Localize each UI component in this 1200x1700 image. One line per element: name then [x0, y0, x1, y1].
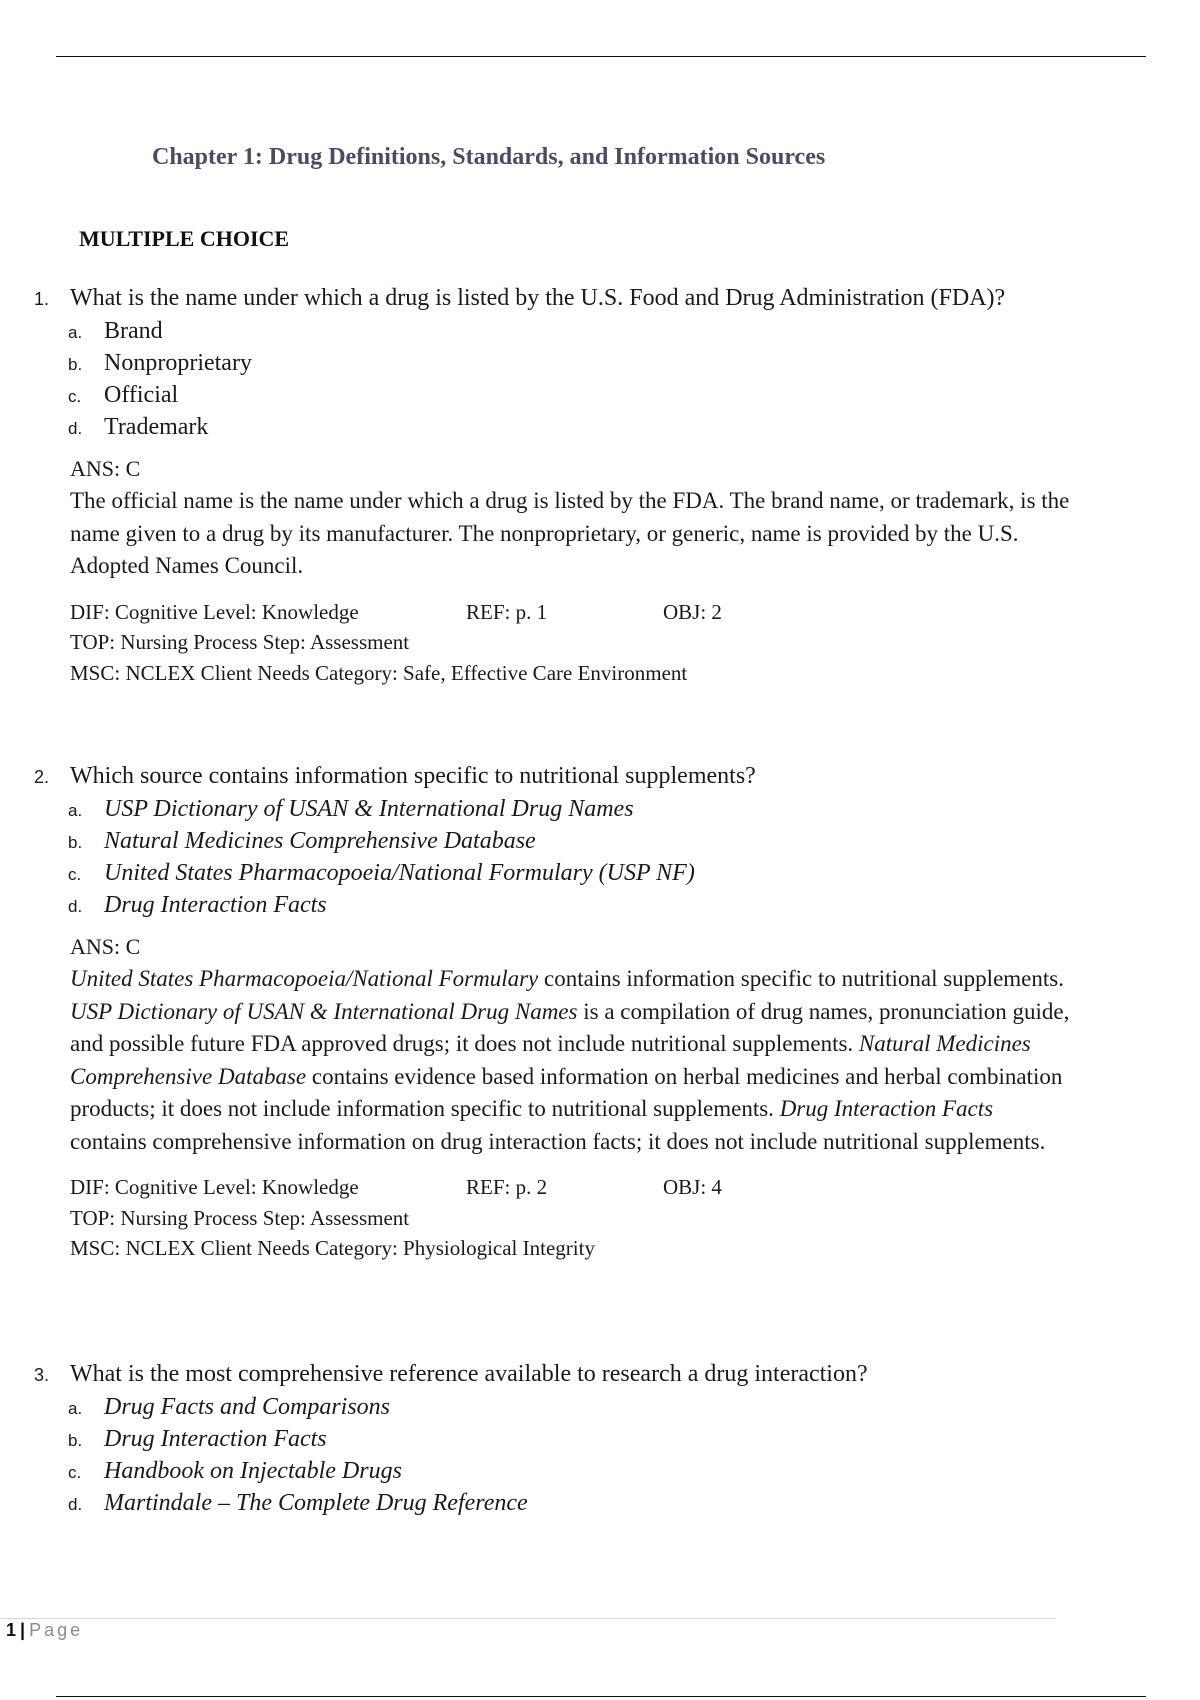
option-c — [68, 379, 1064, 411]
option-d — [68, 1487, 1064, 1519]
bottom-rule — [56, 1696, 1146, 1697]
option-label: c. — [68, 387, 82, 406]
option-label: c. — [68, 865, 82, 884]
option-d — [68, 889, 1064, 921]
rationale — [34, 963, 1070, 1158]
rationale-source-title: Natural Medicines Comprehensive Database — [70, 1031, 1031, 1089]
objective: OBJ: 4 — [663, 1175, 722, 1199]
option-a — [68, 793, 1064, 825]
question-text: Which source contains information specific to nutritional supplements? — [70, 763, 756, 789]
client-needs-category: MSC: NCLEX Client Needs Category: Safe, Effective Care Environment — [70, 660, 688, 685]
option-text: Trademark — [104, 414, 209, 440]
option-list — [34, 315, 1064, 443]
option-text: USP Dictionary of USAN & International Drug Names — [104, 796, 634, 822]
option-text: United States Pharmacopoeia/National Formulary (USP NF) — [104, 860, 695, 886]
option-label: a. — [68, 323, 83, 342]
question-metadata — [34, 1172, 1064, 1264]
option-text: Handbook on Injectable Drugs — [104, 1458, 402, 1484]
option-list — [34, 1391, 1064, 1519]
option-text: Nonproprietary — [104, 350, 252, 376]
option-text: Martindale – The Complete Drug Reference — [104, 1490, 528, 1516]
option-text: Official — [104, 382, 179, 408]
option-d — [68, 411, 1064, 443]
option-label: a. — [68, 1399, 83, 1418]
chapter-title: Chapter 1: Drug Definitions, Standards, and Information Sources — [152, 144, 826, 170]
rationale-text: contains evidence based information on herbal medicines and herbal combination products; it does not include information specific to nutritional supplements. — [70, 1063, 1063, 1121]
top-rule — [56, 56, 1146, 57]
answer-key: ANS: C — [70, 456, 141, 481]
question-1 — [34, 282, 1070, 688]
option-label: c. — [68, 1463, 82, 1482]
reference: REF: p. 2 — [466, 1175, 548, 1199]
option-c — [68, 1455, 1064, 1487]
page-label: Page — [29, 1620, 84, 1640]
question-number: 3. — [34, 1365, 50, 1385]
option-label: b. — [68, 355, 83, 374]
question-number: 2. — [34, 767, 50, 787]
option-label: d. — [68, 897, 83, 916]
question-stem — [34, 282, 1064, 315]
option-text: Natural Medicines Comprehensive Database — [104, 828, 536, 854]
difficulty: DIF: Cognitive Level: Knowledge — [70, 599, 359, 624]
section-title: MULTIPLE CHOICE — [79, 226, 290, 251]
option-label: a. — [68, 801, 83, 820]
option-b — [68, 1423, 1064, 1455]
option-b — [68, 347, 1064, 379]
footer-separator: | — [20, 1620, 26, 1640]
question-text: What is the name under which a drug is listed by the U.S. Food and Drug Administration (FDA)? — [70, 285, 1006, 311]
client-needs-category: MSC: NCLEX Client Needs Category: Physiological Integrity — [70, 1236, 595, 1260]
page-number: 1 — [6, 1620, 17, 1640]
question-stem — [34, 760, 1064, 793]
option-label: b. — [68, 833, 83, 852]
rationale-source-title: Drug Interaction Facts — [779, 1096, 994, 1121]
topic: TOP: Nursing Process Step: Assessment — [70, 1205, 410, 1230]
difficulty: DIF: Cognitive Level: Knowledge — [70, 1175, 359, 1199]
option-a — [68, 315, 1064, 347]
objective: OBJ: 2 — [663, 599, 722, 624]
question-stem — [34, 1358, 1064, 1391]
rationale-source-title: USP Dictionary of USAN & International Drug Names — [70, 998, 578, 1024]
rationale-source-title: United States Pharmacopoeia/National Formulary — [70, 966, 539, 991]
option-text: Drug Interaction Facts — [104, 1426, 327, 1452]
option-text: Drug Interaction Facts — [104, 892, 327, 918]
reference: REF: p. 1 — [466, 599, 548, 624]
option-label: b. — [68, 1431, 83, 1450]
option-label: d. — [68, 1495, 83, 1514]
rationale: The official name is the name under which a drug is listed by the FDA. The brand name, or trademark, is the name given to a drug by its manufacturer. The nonproprietary, or generic, name is provided by the U.S. Adopted Names Council. — [70, 488, 1070, 578]
topic: TOP: Nursing Process Step: Assessment — [70, 630, 410, 654]
option-label: d. — [68, 419, 83, 438]
option-text: Brand — [104, 318, 163, 344]
rationale-text: contains comprehensive information on drug interaction facts; it does not include nutritional supplements. — [70, 1128, 1046, 1154]
rationale-text: is a compilation of drug names, pronunciation guide, and possible future FDA approved drugs; it does not include nutritional supplements. — [70, 998, 1070, 1056]
page-footer — [6, 1620, 83, 1641]
option-c — [68, 857, 1064, 889]
rationale-text: contains information specific to nutritional supplements. — [538, 966, 1064, 991]
footer-rule — [0, 1618, 1056, 1619]
question-number: 1. — [34, 289, 50, 309]
option-list — [34, 793, 1064, 921]
answer-key: ANS: C — [70, 934, 141, 959]
option-b — [68, 825, 1064, 857]
question-metadata — [34, 597, 1064, 689]
question-2 — [34, 760, 1070, 1264]
option-text: Drug Facts and Comparisons — [104, 1394, 391, 1420]
option-a — [68, 1391, 1064, 1423]
question-text: What is the most comprehensive reference available to research a drug interaction? — [70, 1361, 868, 1387]
question-3 — [34, 1358, 1064, 1519]
